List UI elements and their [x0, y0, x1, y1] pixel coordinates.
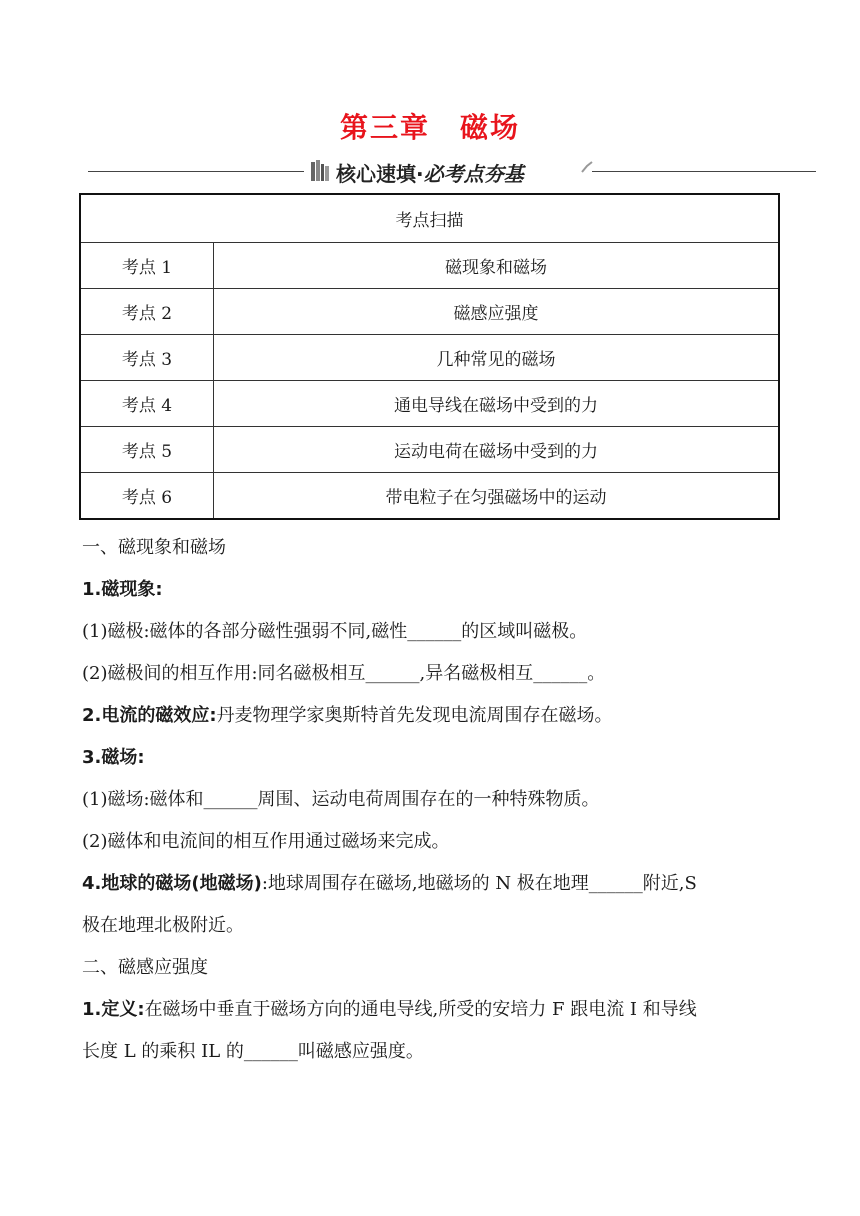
table-header: 考点扫描 [80, 194, 779, 243]
paragraph: (1)磁极:磁体的各部分磁性强弱不同,磁性______的区域叫磁极。 [82, 621, 588, 642]
paragraph [82, 705, 782, 727]
item-heading: 3.磁场: [82, 747, 145, 768]
row-value: 几种常见的磁场 [214, 335, 780, 381]
table-row [80, 473, 779, 520]
paragraph: 长度 L 的乘积 IL 的______叫磁感应强度。 [82, 1041, 424, 1062]
table-header-row [80, 194, 779, 243]
banner-text: 核心速填·必考点夯基 [336, 162, 524, 186]
item-heading: 2.电流的磁效应: [82, 705, 217, 726]
row-value: 磁感应强度 [214, 289, 780, 335]
section-heading: 一、磁现象和磁场 [82, 537, 226, 558]
row-label: 考点 5 [80, 427, 214, 473]
table-row [80, 381, 779, 427]
paragraph-text: :地球周围存在磁场,地磁场的 N 极在地理______附近,S [261, 873, 697, 894]
exam-points-table [79, 193, 780, 520]
section-heading: 二、磁感应强度 [82, 957, 208, 978]
paragraph: 极在地理北极附近。 [82, 915, 244, 936]
row-value: 磁现象和磁场 [214, 243, 780, 289]
paragraph: (1)磁场:磁体和______周围、运动电荷周围存在的一种特殊物质。 [82, 789, 600, 810]
row-label: 考点 6 [80, 473, 214, 520]
row-label: 考点 4 [80, 381, 214, 427]
row-label: 考点 1 [80, 243, 214, 289]
paragraph-text: 丹麦物理学家奥斯特首先发现电流周围存在磁场。 [216, 705, 613, 726]
paragraph: (2)磁极间的相互作用:同名磁极相互______,异名磁极相互______。 [82, 663, 606, 684]
row-value: 运动电荷在磁场中受到的力 [214, 427, 780, 473]
paragraph-text: 在磁场中垂直于磁场方向的通电导线,所受的安培力 F 跟电流 I 和导线 [144, 999, 697, 1020]
paragraph: (2)磁体和电流间的相互作用通过磁场来完成。 [82, 831, 450, 852]
table-row [80, 427, 779, 473]
row-label: 考点 3 [80, 335, 214, 381]
section-banner [88, 156, 816, 186]
table-row [80, 335, 779, 381]
banner-rule-right [592, 171, 816, 172]
row-value: 带电粒子在匀强磁场中的运动 [214, 473, 780, 520]
row-label: 考点 2 [80, 289, 214, 335]
table-row [80, 289, 779, 335]
banner-rule-left [88, 171, 304, 172]
item-heading: 4.地球的磁场(地磁场) [82, 873, 262, 894]
paragraph [82, 999, 782, 1021]
paragraph [82, 873, 782, 895]
item-heading: 1.磁现象: [82, 579, 163, 600]
content-body [82, 530, 782, 1063]
table-row [80, 243, 779, 289]
row-value: 通电导线在磁场中受到的力 [214, 381, 780, 427]
books-icon [310, 158, 330, 182]
chapter-title: 第三章 磁场 [339, 111, 520, 144]
item-heading: 1.定义: [82, 999, 145, 1020]
